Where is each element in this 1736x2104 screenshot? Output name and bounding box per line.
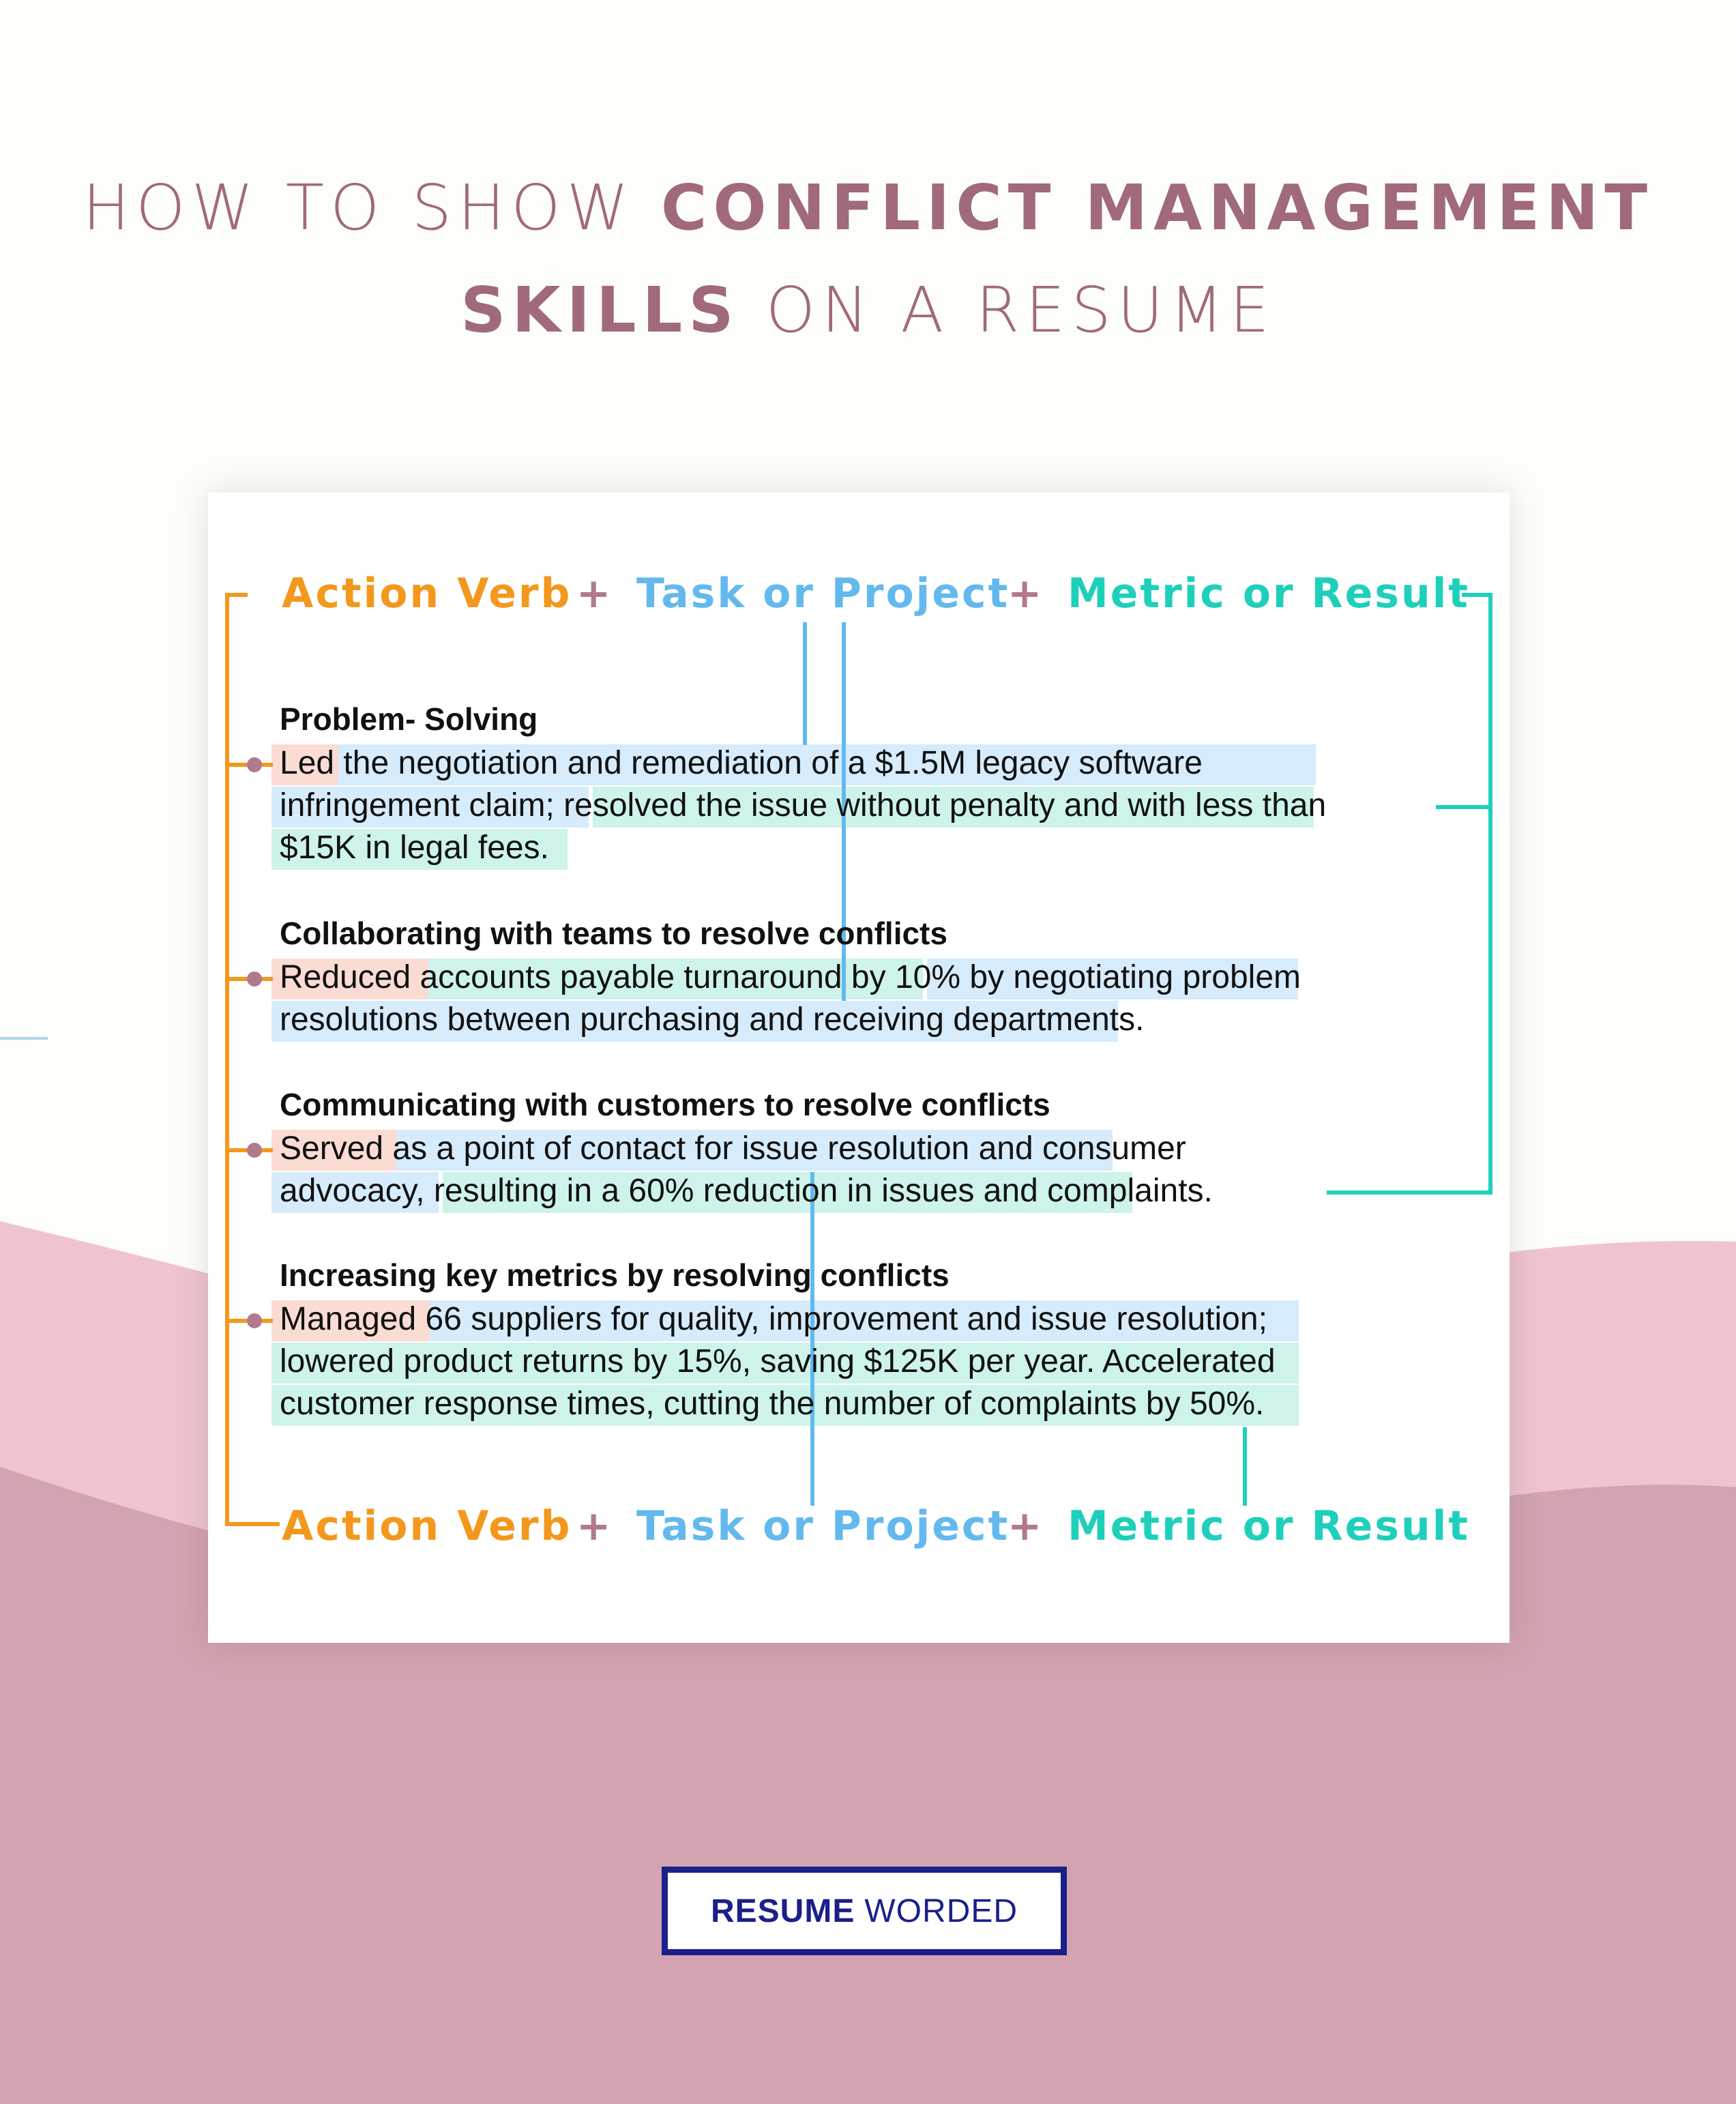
formula-plus: + [576, 1502, 613, 1550]
example-line: Reduced accounts payable turnaround by 10% by negotiating problem [280, 959, 1301, 995]
formula-task-or-project: Task or Project [636, 1502, 1010, 1550]
page-title-line-2: SKILLS ON A RESUME [460, 274, 1276, 347]
page-title-line-1: HOW TO SHOW CONFLICT MANAGEMENT [82, 171, 1654, 244]
formula-bottom [208, 1499, 1510, 1553]
example-heading: Increasing key metrics by resolving conflicts [280, 1257, 950, 1293]
example-line: $15K in legal fees. [280, 830, 549, 866]
formula-plus: + [1007, 1502, 1044, 1550]
formula-task-or-project: Task or Project [636, 570, 1010, 617]
formula-action-verb: Action Verb [282, 1502, 572, 1550]
example-line: infringement claim; resolved the issue without penalty and with less than [280, 787, 1327, 823]
bullet-dots [247, 757, 262, 1328]
formula-plus: + [1007, 570, 1044, 617]
resume-worded-logo[interactable]: RESUME WORDED [662, 1867, 1067, 1955]
formula-top [208, 566, 1510, 621]
formula-metric-or-result: Metric or Result [1068, 1502, 1470, 1550]
example-line: Led the negotiation and remediation of a $1.5M legacy software [280, 745, 1203, 781]
formula-action-verb: Action Verb [282, 570, 572, 617]
example-heading: Collaborating with teams to resolve conflicts [280, 916, 947, 951]
resume-example-card [208, 493, 1510, 1643]
formula-plus: + [576, 570, 613, 617]
example-heading: Problem- Solving [280, 701, 538, 737]
formula-metric-or-result: Metric or Result [1068, 570, 1470, 617]
example-line: resolutions between purchasing and receiving departments. [280, 1002, 1145, 1038]
example-line: advocacy, resulting in a 60% reduction in issues and complaints. [280, 1173, 1213, 1209]
highlights-and-connectors [208, 493, 1510, 1643]
example-heading: Communicating with customers to resolve conflicts [280, 1087, 1050, 1122]
example-line: Served as a point of contact for issue resolution and consumer [280, 1130, 1186, 1167]
example-line: customer response times, cutting the number of complaints by 50%. [280, 1386, 1265, 1422]
example-line: lowered product returns by 15%, saving $125K per year. Accelerated [280, 1343, 1276, 1379]
example-line: Managed 66 suppliers for quality, improvement and issue resolution; [280, 1301, 1267, 1337]
action-verb-connector [227, 595, 280, 1524]
